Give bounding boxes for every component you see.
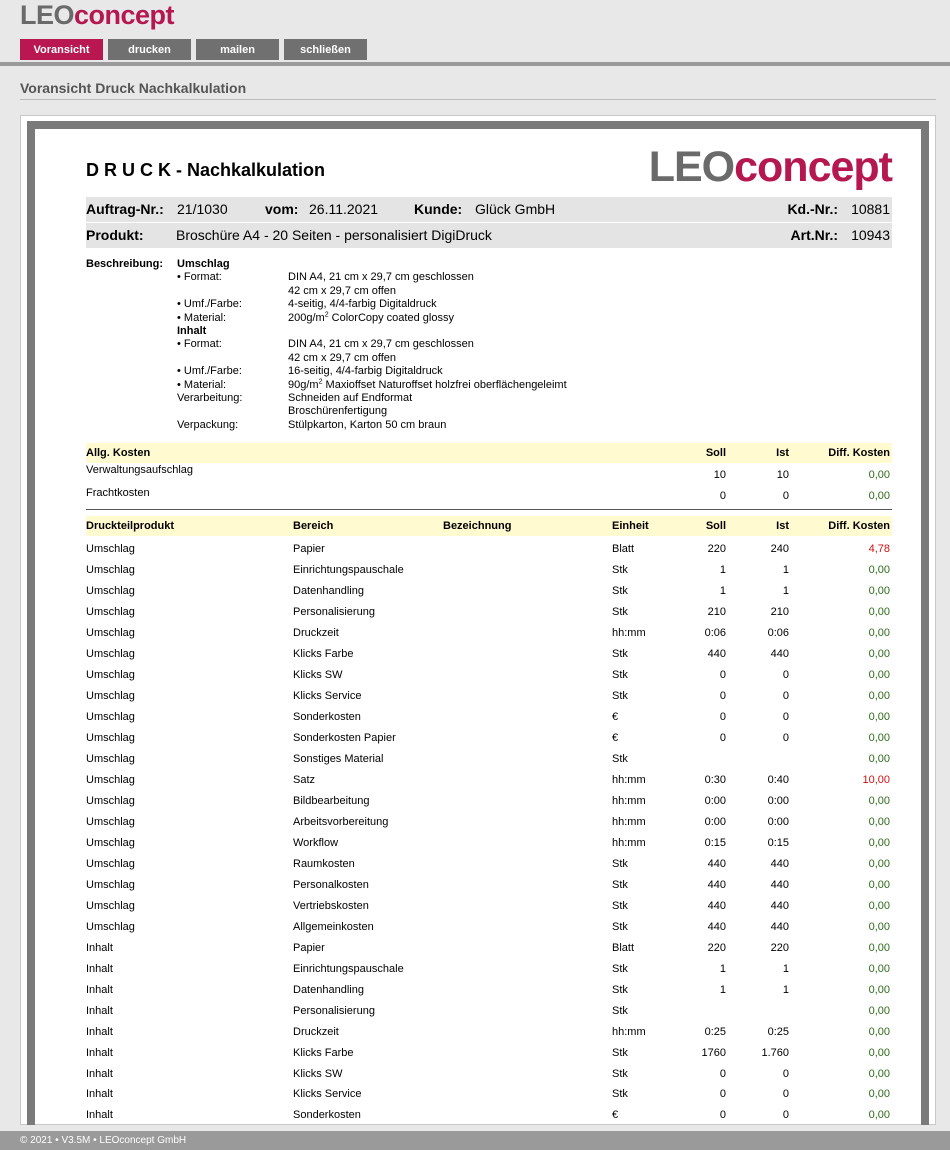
cell-soll: 0 <box>719 490 726 502</box>
cell-diff: 0,00 <box>868 626 890 639</box>
table-row <box>86 937 892 958</box>
cell-ist: 0:15 <box>767 836 789 849</box>
cell-diff: 0,00 <box>868 857 890 870</box>
description-value-text: 42 cm x 29,7 cm offen <box>288 284 397 297</box>
produkt-label: Produkt: <box>86 227 144 243</box>
produkt-value: Broschüre A4 - 20 Seiten - personalisiert DigiDruck <box>176 227 492 243</box>
cell-name: Verwaltungsaufschlag <box>86 464 194 476</box>
table-row <box>86 482 892 503</box>
cell-diff: 0,00 <box>868 1088 890 1101</box>
cell-einheit: hh:mm <box>612 794 646 807</box>
table-row <box>86 580 892 601</box>
cell-ist: 0:00 <box>767 815 789 828</box>
cell-produkt: Umschlag <box>86 647 135 660</box>
table-row <box>86 1021 892 1042</box>
table-row <box>86 895 892 916</box>
cell-bereich: Einrichtungspauschale <box>293 962 404 975</box>
tab-mailen[interactable]: mailen <box>196 39 279 60</box>
cell-soll: 0:00 <box>704 794 726 807</box>
cell-produkt: Umschlag <box>86 626 135 639</box>
cell-bereich: Arbeitsvorbereitung <box>293 815 389 828</box>
preview-frame-top <box>27 121 929 129</box>
cell-einheit: Stk <box>612 962 628 975</box>
description-label: Beschreibung: <box>86 258 164 270</box>
cell-ist: 0 <box>782 689 789 702</box>
cell-ist: 1 <box>782 983 789 996</box>
description-row <box>86 338 892 351</box>
cell-bereich: Klicks Service <box>293 689 362 702</box>
description-row <box>86 365 892 378</box>
cell-name: Frachtkosten <box>86 487 150 499</box>
druck-header-bereich: Bereich <box>293 520 334 532</box>
cell-bereich: Klicks Farbe <box>293 1046 354 1059</box>
toolbar-tabs <box>20 39 367 60</box>
cell-diff: 0,00 <box>868 1046 890 1059</box>
cell-produkt: Inhalt <box>86 1004 113 1017</box>
cell-bereich: Datenhandling <box>293 584 364 597</box>
cell-soll: 1760 <box>701 1046 726 1059</box>
cell-einheit: Stk <box>612 1046 628 1059</box>
table-row <box>86 643 892 664</box>
cell-ist: 0:00 <box>767 794 789 807</box>
cell-produkt: Umschlag <box>86 731 135 744</box>
table-row <box>86 461 892 482</box>
vom-label: vom: <box>265 201 299 217</box>
description-block <box>86 258 892 432</box>
cell-soll: 440 <box>707 899 726 912</box>
preview-frame-right <box>921 121 929 1125</box>
cell-bereich: Sonstiges Material <box>293 752 384 765</box>
cell-soll: 1 <box>719 983 726 996</box>
cell-produkt: Umschlag <box>86 773 135 786</box>
cell-soll: 1 <box>719 563 726 576</box>
description-row <box>86 405 892 418</box>
cell-ist: 440 <box>770 857 789 870</box>
description-row <box>86 285 892 298</box>
cell-diff: 0,00 <box>868 668 890 681</box>
description-row <box>86 325 892 338</box>
cell-einheit: € <box>612 1109 619 1122</box>
table-row <box>86 664 892 685</box>
cell-diff: 0,00 <box>868 899 890 912</box>
description-value-rest: Maxioffset Naturoffset holzfrei oberflächengeleimt <box>322 378 567 391</box>
description-key: • Umf./Farbe: <box>177 365 242 378</box>
tab-underline <box>0 62 950 66</box>
cell-ist: 0:06 <box>767 626 789 639</box>
cell-diff: 0,00 <box>868 794 890 807</box>
description-value-text: 4-seitig, 4/4-farbig Digitaldruck <box>288 298 437 311</box>
description-value <box>288 285 396 298</box>
cell-einheit: Stk <box>612 689 628 702</box>
description-value-text: Broschürenfertigung <box>288 405 388 418</box>
cell-einheit: Stk <box>612 1004 628 1017</box>
description-value <box>288 312 454 325</box>
description-value-text: DIN A4, 21 cm x 29,7 cm geschlossen <box>288 271 474 284</box>
description-value <box>288 392 412 405</box>
cell-soll: 0 <box>719 710 726 723</box>
description-value <box>288 419 446 432</box>
kunde-value: Glück GmbH <box>475 201 556 217</box>
table-row <box>86 853 892 874</box>
cell-bereich: Sonderkosten <box>293 1109 361 1122</box>
table-row <box>86 685 892 706</box>
table-row <box>86 958 892 979</box>
table-row <box>86 874 892 895</box>
cell-diff: 0,00 <box>868 878 890 891</box>
tab-schliessen[interactable]: schließen <box>284 39 367 60</box>
cell-ist: 440 <box>770 899 789 912</box>
description-value <box>288 338 474 351</box>
cell-produkt: Umschlag <box>86 794 135 807</box>
table-row <box>86 538 892 559</box>
cell-diff: 0,00 <box>868 605 890 618</box>
cell-bereich: Sonderkosten Papier <box>293 731 396 744</box>
preview-frame-left <box>27 121 35 1125</box>
cell-bereich: Druckzeit <box>293 626 339 639</box>
description-row <box>86 352 892 365</box>
cell-ist: 0 <box>782 1088 789 1101</box>
druck-header-diff: Diff. Kosten <box>828 520 890 532</box>
cell-produkt: Umschlag <box>86 815 135 828</box>
cell-soll: 0 <box>719 668 726 681</box>
cell-diff: 0,00 <box>868 941 890 954</box>
table-row <box>86 748 892 769</box>
cell-bereich: Raumkosten <box>293 857 355 870</box>
description-row <box>86 392 892 405</box>
title-divider <box>20 99 936 100</box>
cell-soll: 220 <box>707 941 726 954</box>
table-row <box>86 1063 892 1084</box>
cell-soll: 440 <box>707 878 726 891</box>
cell-bereich: Bildbearbeitung <box>293 794 370 807</box>
cell-ist: 0 <box>782 490 789 502</box>
document-title: D R U C K - Nachkalkulation <box>86 160 326 180</box>
cell-produkt: Inhalt <box>86 1109 113 1122</box>
cell-ist: 0 <box>782 1109 789 1122</box>
cell-ist: 240 <box>770 543 789 555</box>
description-value-text: Schneiden auf Endformat <box>288 391 413 404</box>
cell-soll: 0 <box>719 1088 726 1101</box>
description-key: • Format: <box>177 338 222 351</box>
app-logo: LEOconcept <box>20 0 175 30</box>
cell-soll: 440 <box>707 857 726 870</box>
cell-produkt: Umschlag <box>86 899 135 912</box>
description-value <box>288 379 567 392</box>
page-title: Voransicht Druck Nachkalkulation <box>20 80 247 96</box>
cell-einheit: Stk <box>612 878 628 891</box>
description-key: • Umf./Farbe: <box>177 298 242 311</box>
cell-bereich: Klicks Farbe <box>293 647 354 660</box>
cell-produkt: Umschlag <box>86 543 135 555</box>
cell-einheit: hh:mm <box>612 773 646 786</box>
description-value-text: DIN A4, 21 cm x 29,7 cm geschlossen <box>288 338 474 351</box>
cell-soll: 1 <box>719 584 726 597</box>
table-row <box>86 916 892 937</box>
cell-ist: 0 <box>782 1067 789 1080</box>
cell-soll: 0 <box>719 731 726 744</box>
cell-soll: 0 <box>719 1067 726 1080</box>
description-row <box>86 312 892 325</box>
cell-einheit: Stk <box>612 920 628 933</box>
auftrag-value: 21/1030 <box>177 201 228 217</box>
cell-einheit: € <box>612 710 619 723</box>
auftrag-label: Auftrag-Nr.: <box>86 201 164 217</box>
cell-produkt: Umschlag <box>86 752 135 765</box>
cell-diff: 0,00 <box>868 490 890 502</box>
cell-einheit: Stk <box>612 668 628 681</box>
table-row <box>86 1042 892 1063</box>
cell-diff: 0,00 <box>868 1004 890 1017</box>
cell-einheit: Stk <box>612 605 628 618</box>
description-key: • Format: <box>177 271 222 284</box>
table-row <box>86 790 892 811</box>
cell-produkt: Umschlag <box>86 878 135 891</box>
cell-ist: 1.760 <box>761 1046 789 1059</box>
cell-produkt: Inhalt <box>86 983 113 996</box>
table-row <box>86 727 892 748</box>
cell-soll: 440 <box>707 647 726 660</box>
cell-diff: 0,00 <box>868 584 890 597</box>
cell-einheit: Stk <box>612 647 628 660</box>
druck-header <box>86 516 892 536</box>
druck-header-soll: Soll <box>705 520 726 532</box>
tab-voransicht[interactable]: Voransicht <box>20 39 103 60</box>
cell-einheit: hh:mm <box>612 815 646 828</box>
cell-bereich: Sonderkosten <box>293 710 361 723</box>
description-value-text: Stülpkarton, Karton 50 cm braun <box>288 418 447 431</box>
table-row <box>86 979 892 1000</box>
druck-header-ist: Ist <box>776 520 789 532</box>
allg-kosten-header <box>86 443 892 463</box>
cell-diff: 0,00 <box>868 752 890 765</box>
cell-ist: 440 <box>770 647 789 660</box>
description-value-text: 16-seitig, 4/4-farbig Digitaldruck <box>288 365 443 378</box>
allg-header-soll: Soll <box>705 447 726 459</box>
order-info-bar <box>86 197 892 222</box>
cell-soll: 0:30 <box>704 773 726 786</box>
cell-ist: 440 <box>770 878 789 891</box>
description-key: Umschlag <box>177 258 230 270</box>
cell-produkt: Umschlag <box>86 605 135 618</box>
cell-diff: 0,00 <box>868 563 890 576</box>
cell-ist: 0 <box>782 731 789 744</box>
cell-einheit: Stk <box>612 899 628 912</box>
cell-diff: 0,00 <box>868 836 890 849</box>
cell-soll: 440 <box>707 920 726 933</box>
cell-einheit: Stk <box>612 857 628 870</box>
cell-diff: 4,78 <box>868 543 890 555</box>
description-value-text: 42 cm x 29,7 cm offen <box>288 351 397 364</box>
cell-ist: 0:40 <box>767 773 789 786</box>
cell-bereich: Satz <box>293 773 316 786</box>
table-row <box>86 769 892 790</box>
description-value-text: 90g/m <box>288 378 319 391</box>
cell-produkt: Umschlag <box>86 563 135 576</box>
cell-produkt: Inhalt <box>86 1067 113 1080</box>
cell-produkt: Inhalt <box>86 962 113 975</box>
cell-diff: 0,00 <box>868 1067 890 1080</box>
cell-bereich: Personalisierung <box>293 1004 375 1017</box>
cell-ist: 220 <box>770 941 789 954</box>
cell-produkt: Umschlag <box>86 668 135 681</box>
cell-produkt: Umschlag <box>86 920 135 933</box>
cell-produkt: Umschlag <box>86 857 135 870</box>
artnr-label: Art.Nr.: <box>790 227 838 243</box>
table-row <box>86 832 892 853</box>
kdnr-label: Kd.-Nr.: <box>787 201 838 217</box>
description-key: Inhalt <box>177 324 207 337</box>
kunde-label: Kunde: <box>414 201 463 217</box>
cell-ist: 0 <box>782 668 789 681</box>
table-row <box>86 811 892 832</box>
cell-produkt: Umschlag <box>86 689 135 702</box>
cell-ist: 10 <box>776 469 789 481</box>
table-row <box>86 1104 892 1125</box>
description-key: • Material: <box>177 378 227 391</box>
cell-diff: 10,00 <box>862 773 890 786</box>
cell-produkt: Umschlag <box>86 836 135 849</box>
cell-bereich: Vertriebskosten <box>293 899 369 912</box>
description-row <box>86 298 892 311</box>
cell-produkt: Inhalt <box>86 941 113 954</box>
cell-einheit: Stk <box>612 1088 628 1101</box>
description-row <box>86 419 892 432</box>
cell-diff: 0,00 <box>868 469 890 481</box>
cell-soll: 10 <box>713 469 726 481</box>
description-value-text: 200g/m <box>288 311 325 324</box>
cell-einheit: Stk <box>612 584 628 597</box>
cell-soll: 0:00 <box>704 815 726 828</box>
table-row <box>86 559 892 580</box>
cell-bereich: Personalkosten <box>293 878 369 891</box>
cell-bereich: Workflow <box>293 836 339 849</box>
cell-diff: 0,00 <box>868 962 890 975</box>
cell-einheit: Stk <box>612 752 628 765</box>
cell-soll: 0 <box>719 1109 726 1122</box>
description-value <box>288 352 396 365</box>
kdnr-value: 10881 <box>851 201 890 217</box>
cell-diff: 0,00 <box>868 815 890 828</box>
table-row <box>86 601 892 622</box>
cell-soll: 0 <box>719 689 726 702</box>
cell-bereich: Klicks SW <box>293 1067 343 1080</box>
cell-bereich: Papier <box>293 543 325 555</box>
cell-diff: 0,00 <box>868 647 890 660</box>
cell-einheit: hh:mm <box>612 1025 646 1038</box>
superscript: 2 <box>324 310 329 318</box>
cell-ist: 1 <box>782 584 789 597</box>
description-row <box>86 379 892 392</box>
cell-diff: 0,00 <box>868 983 890 996</box>
cell-soll: 220 <box>707 543 726 555</box>
cell-produkt: Inhalt <box>86 1046 113 1059</box>
description-value <box>288 271 474 284</box>
product-info-bar <box>86 223 892 248</box>
cell-ist: 1 <box>782 563 789 576</box>
cell-soll: 0:25 <box>704 1025 726 1038</box>
cell-diff: 0,00 <box>868 920 890 933</box>
cell-diff: 0,00 <box>868 710 890 723</box>
cell-bereich: Klicks Service <box>293 1088 362 1101</box>
vom-value: 26.11.2021 <box>309 201 379 217</box>
cell-einheit: € <box>612 731 619 744</box>
description-key: Verarbeitung: <box>177 391 243 404</box>
cell-einheit: hh:mm <box>612 626 646 639</box>
cell-einheit: Stk <box>612 1067 628 1080</box>
description-value <box>288 298 437 311</box>
cell-bereich: Klicks SW <box>293 668 343 681</box>
artnr-value: 10943 <box>851 227 890 243</box>
cell-bereich: Druckzeit <box>293 1025 339 1038</box>
cell-ist: 1 <box>782 962 789 975</box>
table-row <box>86 1083 892 1104</box>
cell-produkt: Inhalt <box>86 1088 113 1101</box>
description-key: Verpackung: <box>177 418 239 431</box>
cell-einheit: Stk <box>612 563 628 576</box>
cell-diff: 0,00 <box>868 689 890 702</box>
cell-diff: 0,00 <box>868 1025 890 1038</box>
cell-produkt: Inhalt <box>86 1025 113 1038</box>
description-value-rest: ColorCopy coated glossy <box>328 311 454 324</box>
description-row <box>86 258 892 271</box>
cell-bereich: Personalisierung <box>293 605 375 618</box>
cell-einheit: Stk <box>612 983 628 996</box>
description-key: • Material: <box>177 311 227 324</box>
druck-header-bezeichnung: Bezeichnung <box>443 520 512 532</box>
cell-bereich: Papier <box>293 941 325 954</box>
table-row <box>86 1000 892 1021</box>
cell-ist: 210 <box>770 605 789 618</box>
table-row <box>86 622 892 643</box>
cell-bereich: Allgemeinkosten <box>293 920 374 933</box>
cell-einheit: hh:mm <box>612 836 646 849</box>
allg-header-diff: Diff. Kosten <box>828 447 890 459</box>
cell-soll: 0:15 <box>704 836 726 849</box>
cell-diff: 0,00 <box>868 731 890 744</box>
druck-header-einheit: Einheit <box>612 520 649 532</box>
cell-einheit: Blatt <box>612 543 635 555</box>
cell-soll: 0:06 <box>704 626 726 639</box>
allg-header-ist: Ist <box>776 447 789 459</box>
cell-produkt: Umschlag <box>86 710 135 723</box>
footer-text: © 2021 • V3.5M • LEOconcept GmbH <box>20 1135 187 1146</box>
druck-header-produkt: Druckteilprodukt <box>86 520 175 532</box>
description-value <box>288 405 387 418</box>
description-row <box>86 271 892 284</box>
cell-soll: 1 <box>719 962 726 975</box>
cell-einheit: Blatt <box>612 941 635 954</box>
table-row <box>86 706 892 727</box>
cell-bereich: Datenhandling <box>293 983 364 996</box>
superscript: 2 <box>318 377 323 385</box>
cell-ist: 0:25 <box>767 1025 789 1038</box>
tab-drucken[interactable]: drucken <box>108 39 191 60</box>
section-divider <box>86 509 892 510</box>
document-logo: LEOconcept <box>648 143 892 191</box>
cell-produkt: Umschlag <box>86 584 135 597</box>
allg-header-name: Allg. Kosten <box>86 447 151 459</box>
cell-diff: 0,00 <box>868 1109 890 1122</box>
cell-bereich: Einrichtungspauschale <box>293 563 404 576</box>
footer <box>0 1131 950 1150</box>
cell-ist: 440 <box>770 920 789 933</box>
description-value <box>288 365 443 378</box>
cell-ist: 0 <box>782 710 789 723</box>
cell-soll: 210 <box>707 605 726 618</box>
